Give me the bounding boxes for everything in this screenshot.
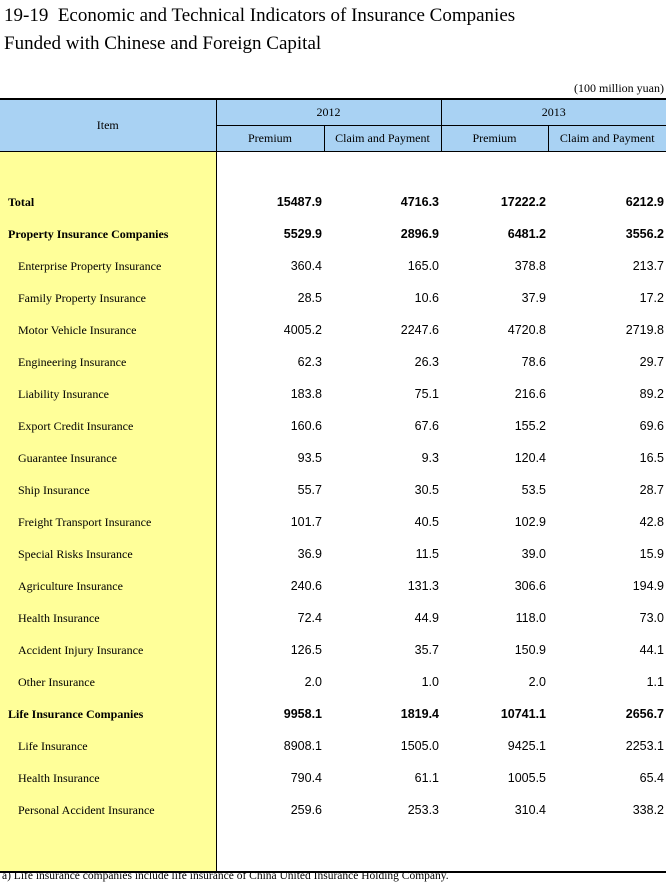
spacer-cell <box>324 826 441 872</box>
cell-premium-2012: 15487.9 <box>276 195 322 209</box>
table-row <box>0 762 666 794</box>
cell-claim-2012: 26.3 <box>414 355 439 369</box>
row-label: Personal Accident Insurance <box>0 794 216 826</box>
cell-premium-2013: 150.9 <box>514 643 546 657</box>
spacer-cell <box>216 826 324 872</box>
page-title <box>4 2 515 58</box>
table-row <box>0 474 666 506</box>
cell-premium-2013: 118.0 <box>515 611 546 625</box>
cell-claim-2013: 44.1 <box>639 643 664 657</box>
cell-premium-2013: 306.6 <box>514 579 546 593</box>
table-row <box>0 218 666 250</box>
cell-premium-2012: 790.4 <box>290 771 322 785</box>
table-row <box>0 698 666 730</box>
header-premium-2013: Premium <box>441 126 548 152</box>
cell-premium-2013: 310.4 <box>514 803 546 817</box>
cell-claim-2013: 16.5 <box>639 451 664 465</box>
row-label: Freight Transport Insurance <box>0 506 216 538</box>
cell-claim-2013: 73.0 <box>639 611 664 625</box>
cell-premium-2013: 9425.1 <box>507 739 546 753</box>
cell-claim-2013: 2253.1 <box>625 739 664 753</box>
cell-claim-2013: 15.9 <box>639 547 664 561</box>
cell-claim-2013: 28.7 <box>639 483 664 497</box>
cell-premium-2012: 28.5 <box>297 291 322 305</box>
row-label: Liability Insurance <box>0 378 216 410</box>
cell-premium-2013: 17222.2 <box>500 195 546 209</box>
table-header <box>0 99 666 152</box>
cell-premium-2012: 259.6 <box>290 803 322 817</box>
table-row <box>0 378 666 410</box>
cell-premium-2012: 4005.2 <box>283 323 322 337</box>
row-label: Export Credit Insurance <box>0 410 216 442</box>
cell-premium-2013: 37.9 <box>521 291 546 305</box>
cell-claim-2013: 69.6 <box>639 419 664 433</box>
cell-claim-2012: 1819.4 <box>400 707 439 721</box>
cell-premium-2012: 183.8 <box>290 387 322 401</box>
cell-claim-2013: 194.9 <box>632 579 664 593</box>
cell-premium-2012: 360.4 <box>290 259 322 273</box>
cell-claim-2012: 4716.3 <box>400 195 439 209</box>
cell-premium-2013: 78.6 <box>521 355 546 369</box>
cell-claim-2013: 2656.7 <box>625 707 664 721</box>
table-row <box>0 250 666 282</box>
cell-claim-2012: 1505.0 <box>400 739 439 753</box>
row-label: Special Risks Insurance <box>0 538 216 570</box>
cell-premium-2012: 2.0 <box>304 675 322 689</box>
cell-premium-2013: 6481.2 <box>507 227 546 241</box>
table-row <box>0 442 666 474</box>
cell-claim-2012: 1.0 <box>421 675 439 689</box>
cell-claim-2012: 2896.9 <box>400 227 439 241</box>
cell-claim-2012: 40.5 <box>414 515 439 529</box>
table-row <box>0 730 666 762</box>
cell-premium-2013: 155.2 <box>514 419 546 433</box>
header-claim-2013: Claim and Payment <box>548 126 666 152</box>
unit-label: (100 million yuan) <box>574 81 664 95</box>
cell-premium-2012: 5529.9 <box>283 227 322 241</box>
cell-premium-2012: 101.7 <box>290 515 322 529</box>
table-row <box>0 186 666 218</box>
cell-premium-2013: 378.8 <box>514 259 546 273</box>
spacer-cell <box>0 152 216 187</box>
header-year-2013: 2013 <box>441 99 666 126</box>
table-row <box>0 538 666 570</box>
table-row <box>0 314 666 346</box>
cell-premium-2013: 1005.5 <box>507 771 546 785</box>
spacer-row <box>0 152 666 187</box>
cell-premium-2012: 126.5 <box>290 643 322 657</box>
row-label: Engineering Insurance <box>0 346 216 378</box>
cell-claim-2012: 61.1 <box>414 771 439 785</box>
spacer-cell <box>324 152 441 187</box>
cell-claim-2012: 35.7 <box>414 643 439 657</box>
cell-claim-2013: 65.4 <box>639 771 664 785</box>
cell-claim-2013: 213.7 <box>632 259 664 273</box>
table-row <box>0 346 666 378</box>
cell-claim-2012: 44.9 <box>414 611 439 625</box>
row-label: Health Insurance <box>0 602 216 634</box>
row-label: Agriculture Insurance <box>0 570 216 602</box>
table-row <box>0 602 666 634</box>
row-label: Property Insurance Companies <box>0 218 216 250</box>
cell-claim-2013: 1.1 <box>646 675 664 689</box>
table-row <box>0 410 666 442</box>
cell-claim-2013: 29.7 <box>639 355 664 369</box>
spacer-cell <box>441 826 548 872</box>
row-label: Motor Vehicle Insurance <box>0 314 216 346</box>
row-label: Guarantee Insurance <box>0 442 216 474</box>
table-row <box>0 794 666 826</box>
cell-claim-2013: 6212.9 <box>625 195 664 209</box>
cell-claim-2012: 75.1 <box>414 387 439 401</box>
cell-premium-2012: 36.9 <box>297 547 322 561</box>
header-claim-2012: Claim and Payment <box>324 126 441 152</box>
cell-claim-2012: 30.5 <box>414 483 439 497</box>
cell-claim-2013: 3556.2 <box>625 227 664 241</box>
cell-claim-2013: 338.2 <box>632 803 664 817</box>
cell-premium-2012: 55.7 <box>297 483 322 497</box>
footnote: a) Life insurance companies include life insurance of China United Insurance Holding Company. <box>2 870 449 882</box>
row-label: Ship Insurance <box>0 474 216 506</box>
cell-premium-2013: 2.0 <box>528 675 546 689</box>
spacer-cell <box>441 152 548 187</box>
cell-premium-2013: 39.0 <box>521 547 546 561</box>
cell-claim-2012: 2247.6 <box>400 323 439 337</box>
cell-premium-2013: 10741.1 <box>500 707 546 721</box>
row-label: Enterprise Property Insurance <box>0 250 216 282</box>
cell-premium-2013: 53.5 <box>521 483 546 497</box>
row-label: Life Insurance Companies <box>0 698 216 730</box>
row-label: Total <box>0 186 216 218</box>
spacer-cell <box>216 152 324 187</box>
spacer-cell <box>0 826 216 872</box>
row-label: Life Insurance <box>0 730 216 762</box>
cell-premium-2012: 72.4 <box>297 611 322 625</box>
table-row <box>0 506 666 538</box>
cell-premium-2012: 9958.1 <box>283 707 322 721</box>
table-row <box>0 634 666 666</box>
title-line-2: Funded with Chinese and Foreign Capital <box>4 33 322 54</box>
cell-claim-2012: 10.6 <box>414 291 439 305</box>
cell-claim-2012: 253.3 <box>407 803 439 817</box>
row-label: Family Property Insurance <box>0 282 216 314</box>
cell-claim-2013: 2719.8 <box>625 323 664 337</box>
data-table-container <box>0 98 666 873</box>
cell-claim-2013: 89.2 <box>639 387 664 401</box>
cell-claim-2012: 67.6 <box>414 419 439 433</box>
cell-claim-2013: 42.8 <box>639 515 664 529</box>
header-premium-2012: Premium <box>216 126 324 152</box>
cell-claim-2012: 9.3 <box>421 451 439 465</box>
row-label: Other Insurance <box>0 666 216 698</box>
spacer-cell <box>548 826 666 872</box>
spacer-cell <box>548 152 666 187</box>
cell-claim-2013: 17.2 <box>639 291 664 305</box>
cell-premium-2012: 160.6 <box>290 419 322 433</box>
cell-premium-2012: 93.5 <box>297 451 322 465</box>
cell-premium-2013: 4720.8 <box>507 323 546 337</box>
table-row <box>0 666 666 698</box>
indicators-table <box>0 98 666 873</box>
header-item: Item <box>0 99 216 152</box>
cell-premium-2013: 120.4 <box>514 451 546 465</box>
row-label: Health Insurance <box>0 762 216 794</box>
cell-premium-2013: 102.9 <box>514 515 546 529</box>
cell-premium-2012: 8908.1 <box>283 739 322 753</box>
cell-claim-2012: 11.5 <box>415 547 439 561</box>
table-row <box>0 570 666 602</box>
header-year-2012: 2012 <box>216 99 441 126</box>
cell-premium-2012: 240.6 <box>290 579 322 593</box>
cell-claim-2012: 131.3 <box>407 579 439 593</box>
cell-premium-2012: 62.3 <box>297 355 322 369</box>
row-label: Accident Injury Insurance <box>0 634 216 666</box>
title-line-1: 19-19 Economic and Technical Indicators of Insurance Companies <box>4 5 516 26</box>
table-row <box>0 282 666 314</box>
spacer-row <box>0 826 666 872</box>
cell-premium-2013: 216.6 <box>514 387 546 401</box>
table-body <box>0 152 666 873</box>
cell-claim-2012: 165.0 <box>407 259 439 273</box>
